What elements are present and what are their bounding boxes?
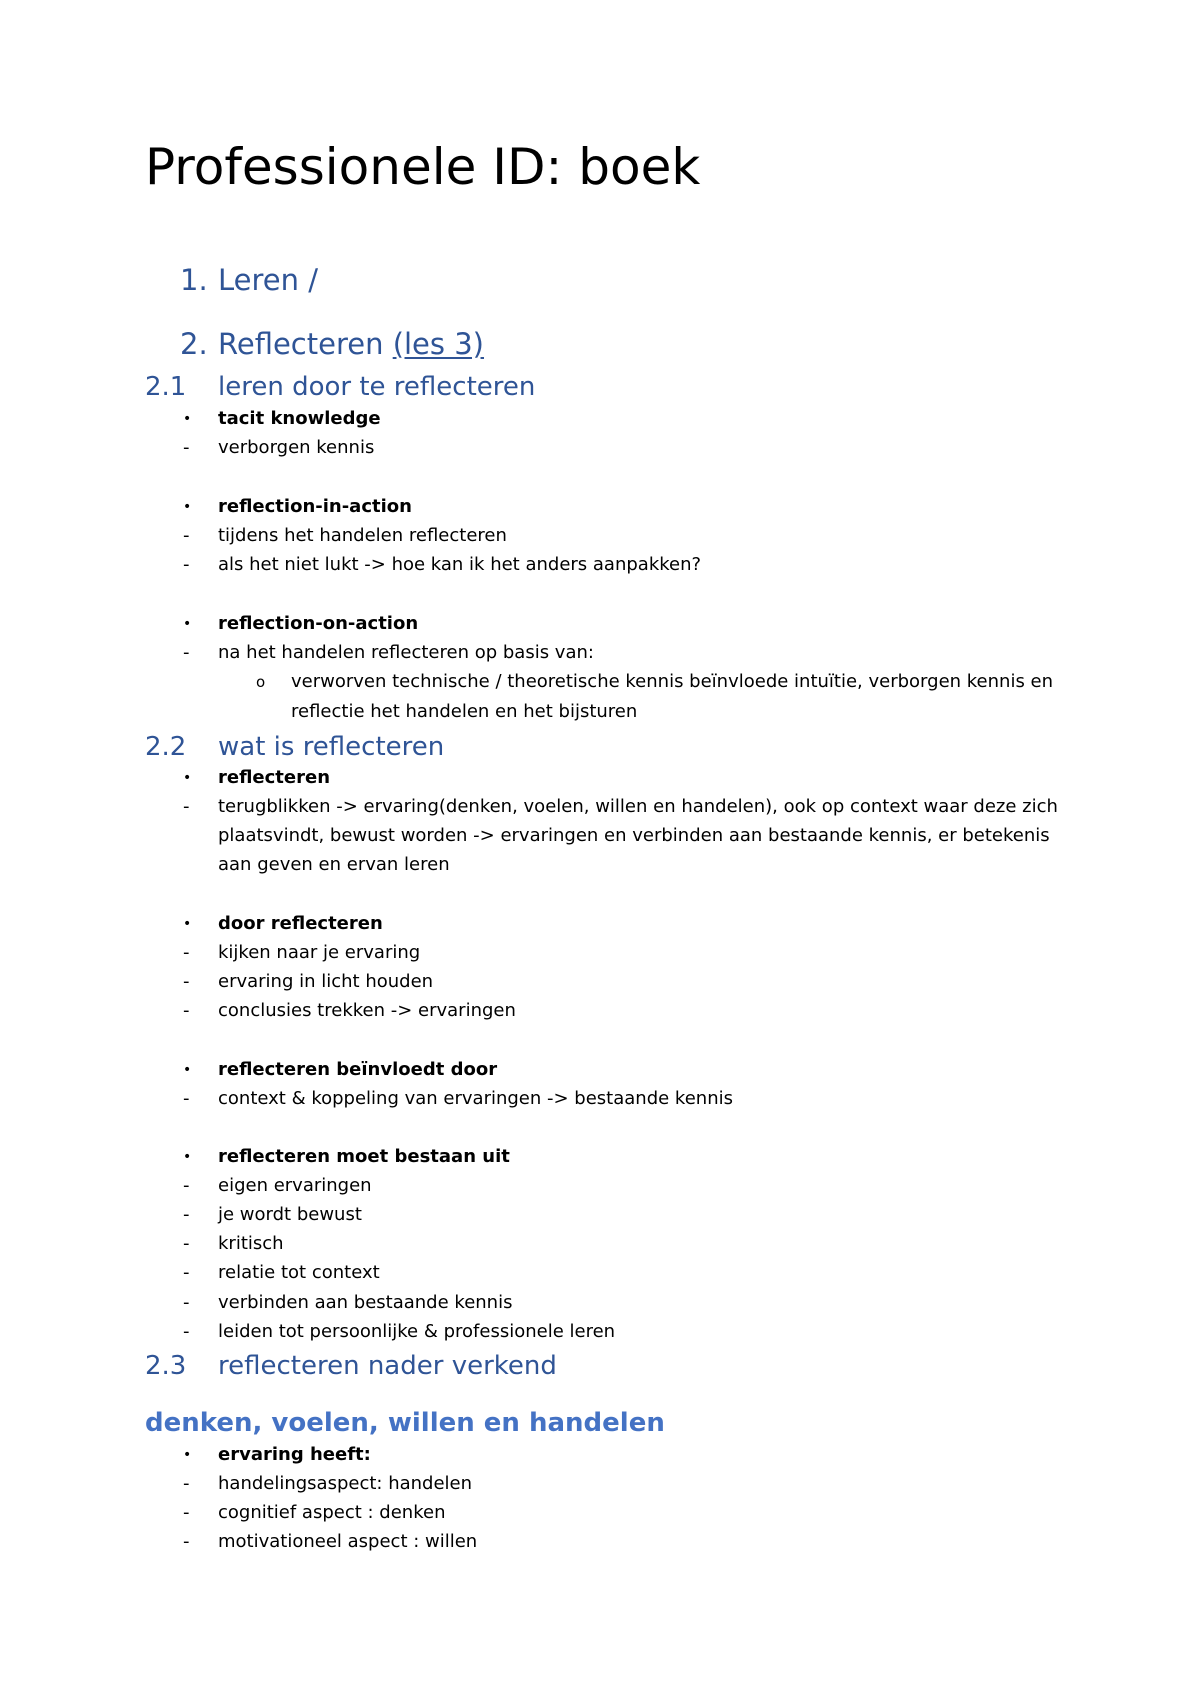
list-item-text: verborgen kennis — [218, 437, 375, 458]
bullet-marker: • — [183, 1447, 192, 1463]
list-item-text: reflecteren moet bestaan uit — [218, 1146, 510, 1167]
list-item-text: reflection-in-action — [218, 496, 412, 517]
dash-marker: - — [183, 1175, 190, 1196]
list-item-text: eigen ervaringen — [218, 1175, 372, 1196]
list-item-text: cognitief aspect : denken — [218, 1502, 446, 1523]
bullet-marker: • — [183, 1149, 192, 1165]
subheading: denken, voelen, willen en handelen — [145, 1408, 665, 1438]
dash-marker: - — [183, 1531, 190, 1552]
list-item-text: reflecteren — [218, 767, 331, 788]
list-item-text: terugblikken -> ervaring(denken, voelen, willen en handelen), ook op context waar deze zich — [218, 796, 1058, 817]
chapter-heading-2 — [180, 327, 484, 361]
dash-marker: - — [183, 1000, 190, 1021]
list-item-text: kritisch — [218, 1233, 284, 1254]
chapter-label: Leren / — [218, 263, 318, 297]
list-item-text: reflectie het handelen en het bijsturen — [291, 701, 638, 722]
bullet-marker: • — [183, 616, 192, 632]
list-item-text: na het handelen reflecteren op basis van: — [218, 642, 594, 663]
section-number: 2.2 — [145, 732, 187, 762]
section-label: leren door te reflecteren — [218, 372, 536, 402]
dash-marker: - — [183, 1233, 190, 1254]
list-item-text: tijdens het handelen reflecteren — [218, 525, 507, 546]
dash-marker: - — [183, 554, 190, 575]
list-item-text: plaatsvindt, bewust worden -> ervaringen en verbinden aan bestaande kennis, er betekenis — [218, 825, 1050, 846]
list-item-text: conclusies trekken -> ervaringen — [218, 1000, 516, 1021]
list-item-text: context & koppeling van ervaringen -> bestaande kennis — [218, 1088, 733, 1109]
section-heading-2-2 — [145, 734, 444, 760]
dash-marker: - — [183, 437, 190, 458]
chapter-number: 2. — [180, 327, 208, 361]
list-item-text: je wordt bewust — [218, 1204, 362, 1225]
dash-marker: - — [183, 1262, 190, 1283]
dash-marker: - — [183, 525, 190, 546]
list-item-text: reflection-on-action — [218, 613, 419, 634]
bullet-marker: • — [183, 411, 192, 427]
bullet-marker: • — [183, 770, 192, 786]
list-item-text: reflecteren beïnvloedt door — [218, 1059, 498, 1080]
list-item-text: relatie tot context — [218, 1262, 380, 1283]
chapter-label: Reflecteren — [218, 327, 384, 361]
dash-marker: - — [183, 642, 190, 663]
document-title: Professionele ID: boek — [145, 138, 701, 196]
list-item-text: door reflecteren — [218, 913, 383, 934]
bullet-marker: • — [183, 499, 192, 515]
dash-marker: - — [183, 1292, 190, 1313]
dash-marker: - — [183, 1204, 190, 1225]
list-item-text: tacit knowledge — [218, 408, 381, 429]
dash-marker: - — [183, 1088, 190, 1109]
chapter-number: 1. — [180, 263, 208, 297]
list-item-text: verworven technische / theoretische kennis beïnvloede intuïtie, verborgen kennis en — [291, 671, 1054, 692]
dash-marker: - — [183, 796, 190, 817]
section-label: wat is reflecteren — [218, 732, 445, 762]
bullet-marker: • — [183, 916, 192, 932]
chapter-heading-1 — [180, 263, 318, 297]
list-item-text: aan geven en ervan leren — [218, 854, 450, 875]
dash-marker: - — [183, 971, 190, 992]
list-item-text: ervaring in licht houden — [218, 971, 434, 992]
section-number: 2.3 — [145, 1351, 187, 1381]
chapter-link[interactable]: (les 3) — [392, 327, 484, 361]
dash-marker: - — [183, 942, 190, 963]
dash-marker: - — [183, 1473, 190, 1494]
list-item-text: ervaring heeft: — [218, 1444, 371, 1465]
circle-marker: o — [256, 673, 266, 691]
dash-marker: - — [183, 1502, 190, 1523]
list-item-text: als het niet lukt -> hoe kan ik het anders aanpakken? — [218, 554, 702, 575]
section-label: reflecteren nader verkend — [218, 1351, 557, 1381]
dash-marker: - — [183, 1321, 190, 1342]
section-number: 2.1 — [145, 372, 187, 402]
section-heading-2-3 — [145, 1353, 557, 1379]
list-item-text: handelingsaspect: handelen — [218, 1473, 473, 1494]
list-item-text: verbinden aan bestaande kennis — [218, 1292, 513, 1313]
list-item-text: motivationeel aspect : willen — [218, 1531, 478, 1552]
section-heading-2-1 — [145, 374, 535, 400]
bullet-marker: • — [183, 1062, 192, 1078]
list-item-text: leiden tot persoonlijke & professionele leren — [218, 1321, 616, 1342]
list-item-text: kijken naar je ervaring — [218, 942, 421, 963]
